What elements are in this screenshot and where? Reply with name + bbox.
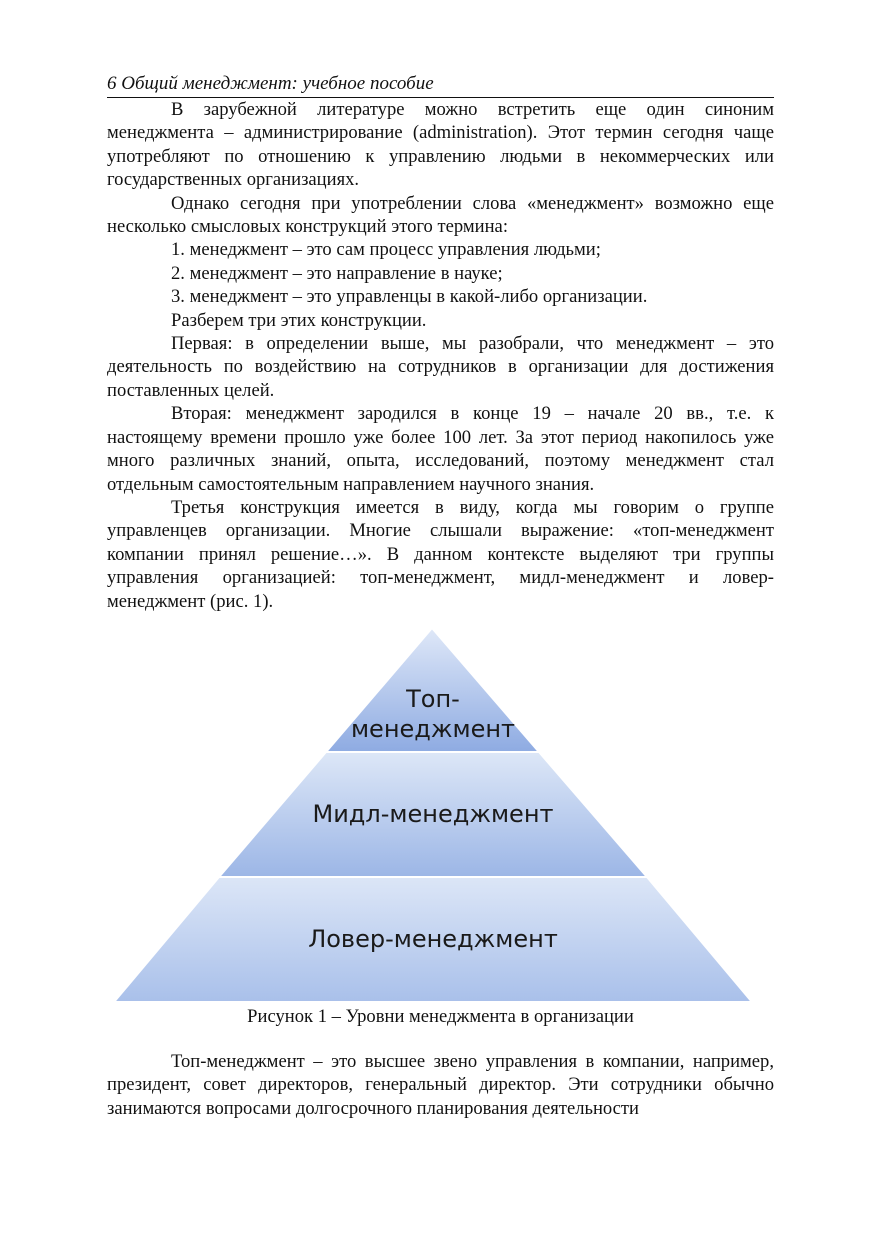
pyramid-label-top-line2: менеджмент <box>350 715 516 743</box>
list-item-2: 2. менеджмент – это направление в науке; <box>171 262 503 284</box>
continuation-text <box>107 1050 774 1120</box>
paragraph-constructions-intro: Однако сегодня при употреблении слова «менеджмент» возможно еще несколько смысловых конструкций этого термина: <box>107 192 774 238</box>
running-header <box>107 72 774 98</box>
paragraph-first: Первая: в определении выше, мы разобрали, что менеджмент – это деятельность по воздействию на сотрудников в организации для достижения поставленных целей. <box>107 333 774 401</box>
figure-caption: Рисунок 1 – Уровни менеджмента в организации <box>247 1006 634 1027</box>
running-title: Общий менеджмент: учебное пособие <box>121 73 434 94</box>
page-number: 6 <box>107 73 117 94</box>
list-item-1: 1. менеджмент – это сам процесс управления людьми; <box>171 239 601 261</box>
paragraph-analyze: Разберем три этих конструкции. <box>171 309 427 331</box>
pyramid-diagram <box>112 624 754 1006</box>
list-item-3: 3. менеджмент – это управленцы в какой-либо организации. <box>171 286 648 308</box>
pyramid-label-top-line1: Топ- <box>406 685 460 713</box>
pyramid-label-middle: Мидл-менеджмент <box>312 800 554 828</box>
paragraph-second: Вторая: менеджмент зародился в конце 19 – начале 20 вв., т.е. к настоящему времени прошло уже более 100 лет. За этот период накопилось уже много различных знаний, опыта, исследований, поэтому менеджмент стал отдельным самостоятельным направлением научного знания. <box>107 403 774 495</box>
paragraph-top-management: Топ-менеджмент – это высшее звено управления в компании, например, президент, совет директоров, генеральный директор. Эти сотрудники обычно занимаются вопросами долгосрочного планирования деятельности <box>107 1051 774 1119</box>
paragraph-third: Третья конструкция имеется в виду, когда мы говорим о группе управленцев организации. Многие слышали выражение: «топ-менеджмент компании принял решение…». В данном контексте выделяют три группы управления организацией: топ-менеджмент, мидл-менеджмент и ловер-менеджмент (рис. 1). <box>107 496 774 612</box>
page-content <box>107 72 774 613</box>
pyramid-label-lower: Ловер-менеджмент <box>308 925 558 953</box>
paragraph-synonym: В зарубежной литературе можно встретить еще один синоним менеджмента – администрирование (administration). Этот термин сегодня чаще употребляют по отношению к управлению людьми в некоммерческих или государственных организациях. <box>107 99 774 191</box>
main-text <box>107 98 774 613</box>
management-pyramid-figure <box>112 624 754 1006</box>
